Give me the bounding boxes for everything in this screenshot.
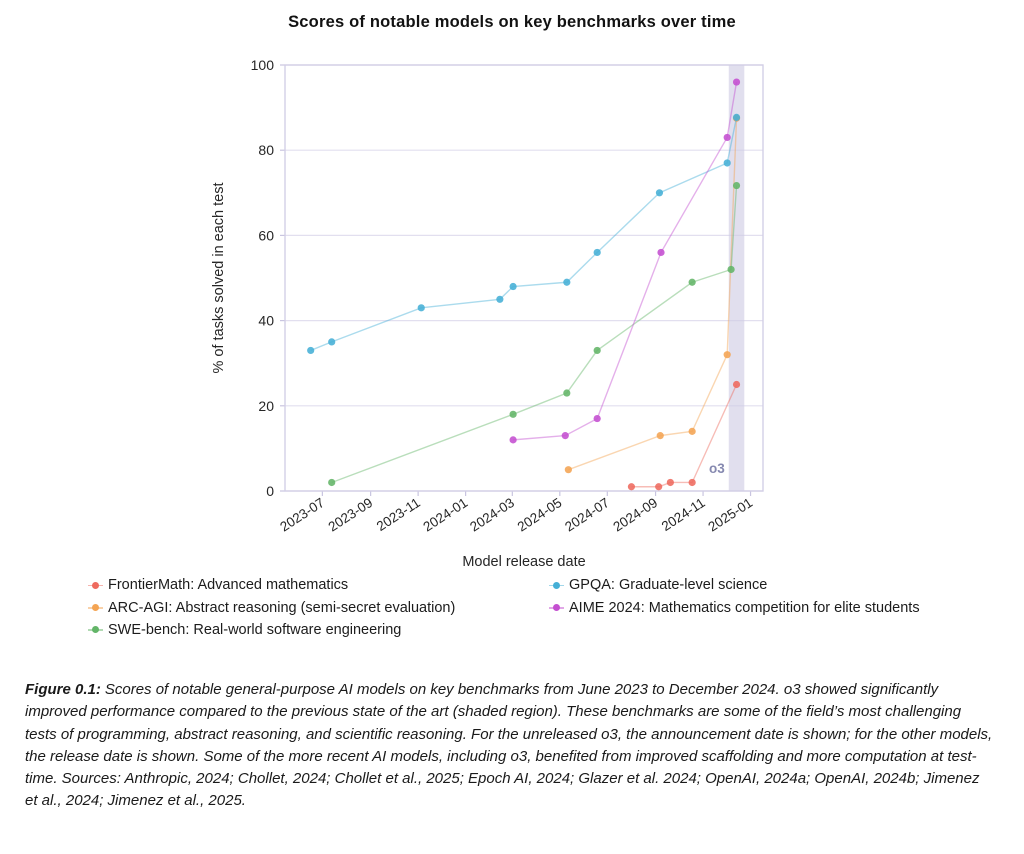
legend-item <box>88 596 455 618</box>
legend-column-right <box>549 574 920 619</box>
legend-item-label: SWE-bench: Real-world software engineering <box>108 621 402 638</box>
legend-item <box>549 574 920 596</box>
series-point <box>510 283 517 290</box>
series-point <box>733 182 740 189</box>
series-point <box>689 428 696 435</box>
x-tick-label: 2024-05 <box>514 494 565 535</box>
series-line <box>568 118 736 469</box>
legend-item-label: FrontierMath: Advanced mathematics <box>108 577 349 594</box>
caption-label: Figure 0.1: <box>25 681 101 698</box>
legend-column-left <box>88 574 455 641</box>
series-point <box>689 479 696 486</box>
series-point <box>562 432 569 439</box>
series-point <box>667 479 674 486</box>
figure-caption <box>25 679 993 813</box>
series-point <box>594 415 601 422</box>
series-point <box>594 249 601 256</box>
x-tick-label: 2023-09 <box>325 494 376 535</box>
legend-marker-icon <box>88 580 103 590</box>
series-point <box>657 249 664 256</box>
o3-annotation: o3 <box>708 461 725 477</box>
caption-text: Scores of notable general-purpose AI models on key benchmarks from June 2023 to December 2024. o3 showed significantly improved performance compared to the previous state of the art (shaded region). These benchmarks are some of the field’s most challenging tests of programming, abstract reasoning, and scientific reasoning. For the unreleased o3, the announcement date is shown; for the other models, the release date is shown. Some of the more recent AI models, including o3, benefited from improved scaffolding and more computation at test-time. Sources: Anthropic, 2024; Chollet, 2024; Chollet et al., 2025; Epoch AI, 2024; Glazer et al. 2024; OpenAI, 2024a; OpenAI, 2024b; Jimenez et al., 2024; Jimenez et al., 2025. <box>25 681 993 810</box>
x-tick-label: 2024-01 <box>420 494 471 535</box>
series-point <box>727 266 734 273</box>
legend-item <box>88 619 455 641</box>
series-point <box>724 159 731 166</box>
x-axis-label: Model release date <box>462 554 586 570</box>
x-tick-label: 2025-01 <box>705 494 756 535</box>
legend-item-label: GPQA: Graduate-level science <box>569 577 768 594</box>
x-tick-label: 2024-03 <box>467 494 517 535</box>
series-point <box>655 483 662 490</box>
legend-item <box>88 574 455 596</box>
series-point <box>724 351 731 358</box>
y-axis-label: % of tasks solved in each test <box>211 182 227 374</box>
series-point <box>563 389 570 396</box>
series-point <box>689 279 696 286</box>
x-tick-label: 2023-11 <box>373 494 423 534</box>
series-point <box>418 304 425 311</box>
series-point <box>307 347 314 354</box>
y-tick-label: 0 <box>266 483 274 499</box>
y-tick-label: 80 <box>258 142 274 159</box>
x-tick-label: 2023-07 <box>277 494 328 535</box>
series-point <box>656 189 663 196</box>
series-point <box>657 432 664 439</box>
legend-marker-icon <box>549 603 564 613</box>
series-point <box>510 436 517 443</box>
y-tick-label: 20 <box>258 397 274 414</box>
x-tick-label: 2024-07 <box>562 494 612 535</box>
series-point <box>724 134 731 141</box>
legend-item-label: ARC-AGI: Abstract reasoning (semi-secret evaluation) <box>108 599 456 616</box>
y-tick-label: 100 <box>250 57 274 73</box>
chart-title: Scores of notable models on key benchmarks over time <box>288 13 736 31</box>
series-point <box>328 479 335 486</box>
y-tick-label: 60 <box>258 227 274 244</box>
legend-item <box>549 596 920 618</box>
series-point <box>565 466 572 473</box>
series-point <box>733 381 740 388</box>
series-point <box>328 338 335 345</box>
series-point <box>628 483 635 490</box>
series-point <box>496 296 503 303</box>
legend-marker-icon <box>549 580 564 590</box>
series-point <box>733 78 740 85</box>
legend-marker-icon <box>88 603 103 613</box>
legend-item-label: AIME 2024: Mathematics competition for elite students <box>569 599 920 616</box>
x-tick-label: 2024-09 <box>610 494 661 535</box>
plot-border <box>285 65 763 491</box>
series-point <box>594 347 601 354</box>
series-point <box>733 114 740 121</box>
legend-marker-icon <box>88 625 103 635</box>
series-line <box>311 117 737 350</box>
series-line <box>513 82 736 440</box>
series-point <box>510 411 517 418</box>
y-tick-label: 40 <box>258 312 274 329</box>
series-point <box>563 279 570 286</box>
x-tick-label: 2024-11 <box>658 494 708 534</box>
